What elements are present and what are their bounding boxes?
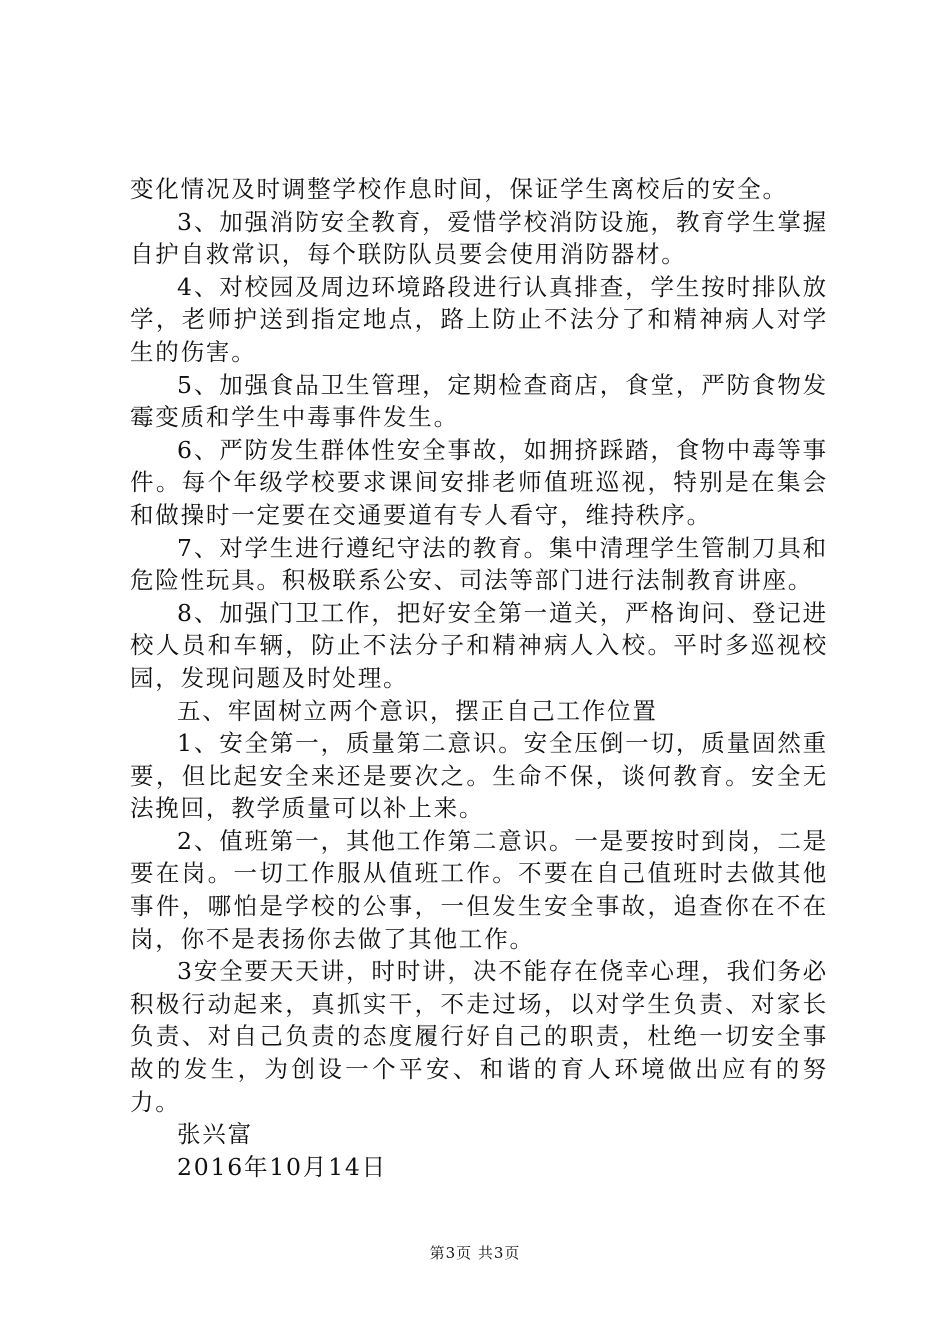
paragraph: 5、加强食品卫生管理，定期检查商店，食堂，严防食物发霉变质和学生中毒事件发生。 xyxy=(130,370,828,432)
page-footer: 第3页 共3页 xyxy=(429,1244,521,1262)
paragraph: 2、值班第一，其他工作第二意识。一是要按时到岗，二是要在岗。一切工作服从值班工作。不要在自己值班时去做其他事件，哪怕是学校的公事，一但发生安全事故，追查你在不在岗，你不是表扬你去做了其他工作。 xyxy=(130,826,828,953)
paragraph: 3、加强消防安全教育，爱惜学校消防设施，教育学生掌握自护自救常识，每个联防队员要会使用消防器材。 xyxy=(130,207,828,269)
signature-name: 张兴富 xyxy=(177,1120,253,1149)
paragraph: 3安全要天天讲，时时讲，决不能存在侥幸心理，我们务必积极行动起来，真抓实干，不走过场，以对学生负责、对家长负责、对自己负责的态度履行好自己的职责，杜绝一切安全事故的发生，为创设一个平安、和谐的育人环境做出应有的努力。 xyxy=(130,957,828,1116)
paragraph: 8、加强门卫工作，把好安全第一道关，严格询问、登记进校人员和车辆，防止不法分子和精神病人入校。平时多巡视校园，发现问题及时处理。 xyxy=(130,598,828,692)
paragraph: 变化情况及时调整学校作息时间，保证学生离校后的安全。 xyxy=(130,175,788,203)
paragraph: 1、安全第一，质量第二意识。安全压倒一切，质量固然重要，但比起安全来还是要次之。生命不保，谈何教育。安全无法挽回，教学质量可以补上来。 xyxy=(130,729,828,823)
document-body xyxy=(130,173,828,1183)
signature-date: 2016年10月14日 xyxy=(177,1152,387,1181)
paragraph: 6、严防发生群体性安全事故，如拥挤踩踏，食物中毒等事件。每个年级学校要求课间安排老师值班巡视，特别是在集会和做操时一定要在交通要道有专人看守，维持秩序。 xyxy=(130,435,828,529)
paragraph: 4、对校园及周边环境路段进行认真排查，学生按时排队放学，老师护送到指定地点，路上防止不法分了和精神病人对学生的伤害。 xyxy=(130,272,828,366)
paragraph: 7、对学生进行遵纪守法的教育。集中清理学生管制刀具和危险性玩具。积极联系公安、司法等部门进行法制教育讲座。 xyxy=(130,533,828,595)
section-heading: 五、牢固树立两个意识，摆正自己工作位置 xyxy=(177,696,658,725)
